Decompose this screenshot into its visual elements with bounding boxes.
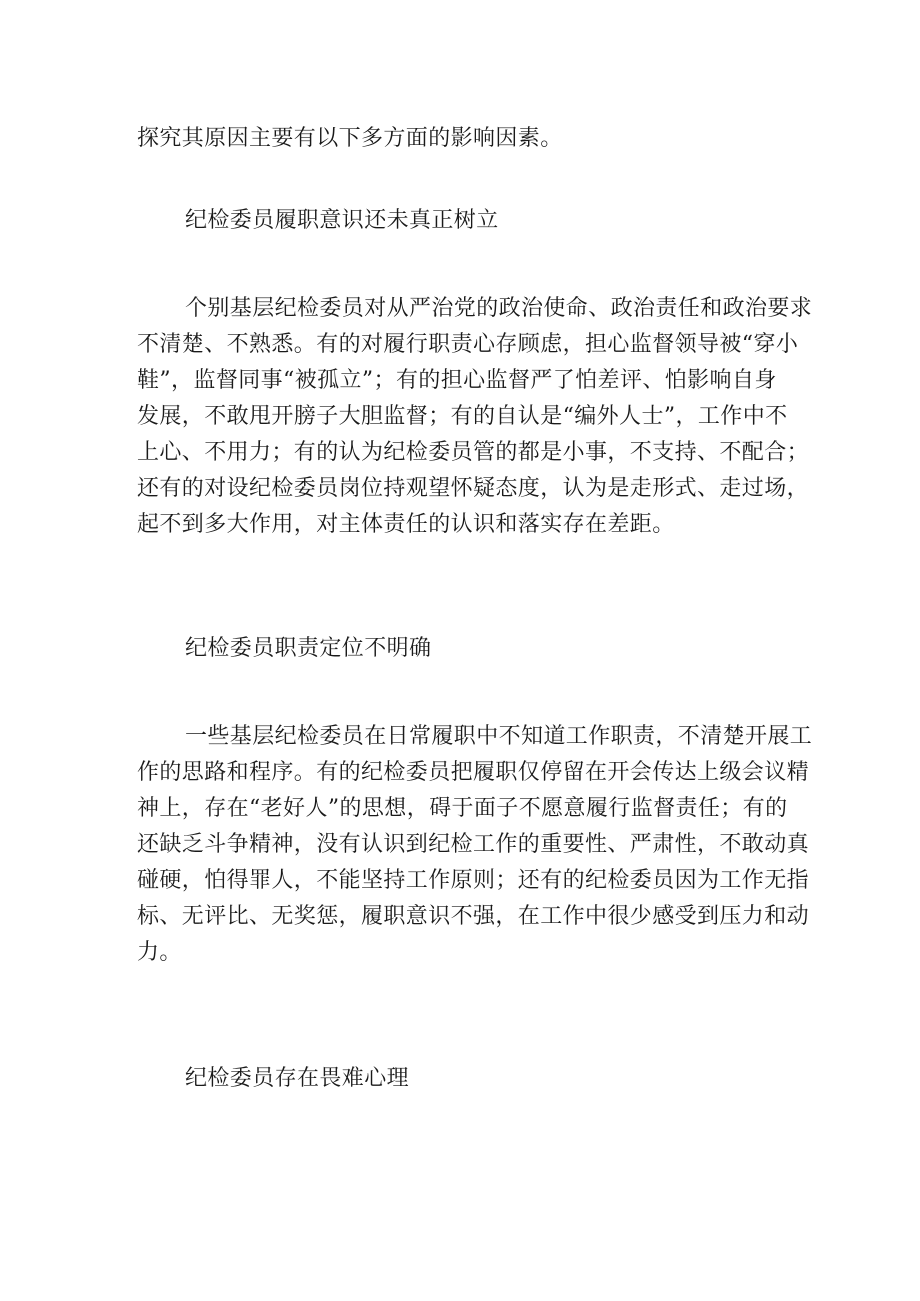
- paragraph-line: 个别基层纪检委员对从严治党的政治使命、政治责任和政治要求: [185, 296, 813, 321]
- paragraph-line: 碰硬，怕得罪人，不能坚持工作原则；还有的纪检委员因为工作无指: [137, 868, 810, 893]
- paragraph-line: 神上，存在“老好人”的思想，碍于面子不愿意履行监督责任；有的: [137, 796, 788, 821]
- paragraph-line: 发展，不敢甩开膀子大胆监督；有的自认是“编外人士”，工作中不: [137, 404, 788, 429]
- section-heading: 纪检委员履职意识还未真正树立: [185, 208, 499, 233]
- section-heading: 纪检委员职责定位不明确: [185, 636, 432, 661]
- paragraph-line: 上心、不用力；有的认为纪检委员管的都是小事，不支持、不配合；: [137, 440, 810, 465]
- intro-paragraph: [137, 121, 797, 157]
- section-paragraph-2: [137, 719, 813, 971]
- paragraph-line: 标、无评比、无奖惩，履职意识不强，在工作中很少感受到压力和动: [137, 904, 810, 929]
- section-heading: 纪检委员存在畏难心理: [185, 1066, 410, 1091]
- paragraph-line: 起不到多大作用，对主体责任的认识和落实存在差距。: [137, 512, 675, 537]
- section-paragraph-1: [137, 291, 813, 543]
- paragraph-line: 不清楚、不熟悉。有的对履行职责心存顾虑，担心监督领导被“穿小: [137, 332, 799, 357]
- paragraph-line: 还有的对设纪检委员岗位持观望怀疑态度，认为是走形式、走过场，: [137, 476, 810, 501]
- paragraph-line: 鞋”，监督同事“被孤立”；有的担心监督严了怕差评、怕影响自身: [137, 368, 777, 393]
- section-heading-3: [137, 1061, 797, 1097]
- paragraph-line: 力。: [137, 940, 182, 965]
- section-heading-1: [137, 203, 797, 239]
- paragraph-line: 作的思路和程序。有的纪检委员把履职仅停留在开会传达上级会议精: [137, 760, 810, 785]
- paragraph-line: 还缺乏斗争精神，没有认识到纪检工作的重要性、严肃性，不敢动真: [137, 832, 810, 857]
- section-heading-2: [137, 631, 797, 667]
- intro-line: 探究其原因主要有以下多方面的影响因素。: [137, 126, 563, 151]
- paragraph-line: 一些基层纪检委员在日常履职中不知道工作职责，不清楚开展工: [185, 724, 813, 749]
